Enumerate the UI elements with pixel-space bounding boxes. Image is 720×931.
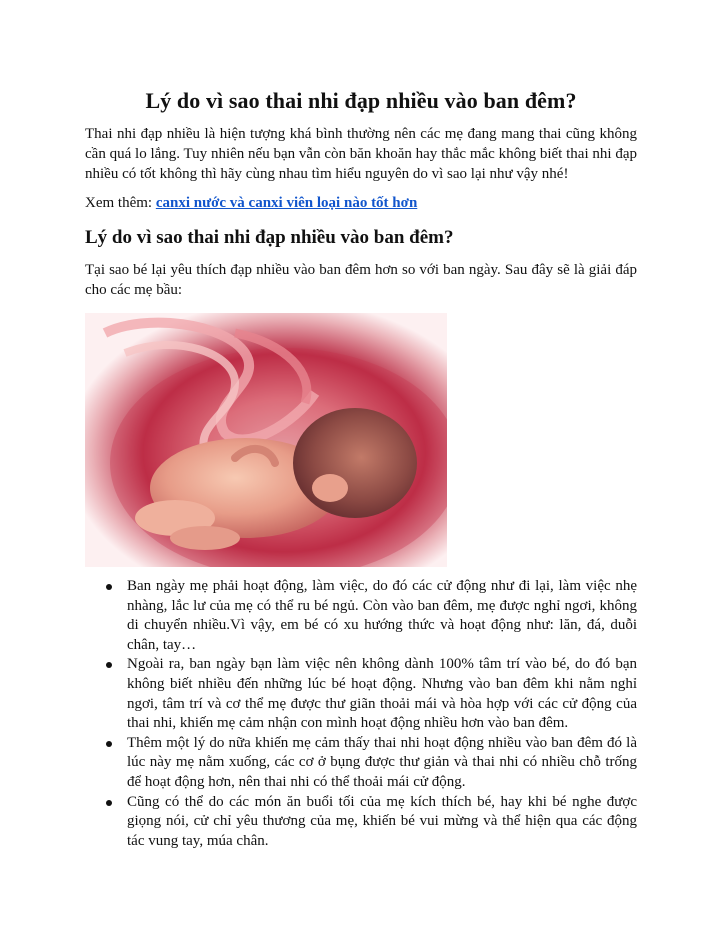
list-item — [85, 734, 637, 793]
see-more-line — [85, 193, 637, 213]
see-more-label: Xem thêm: — [85, 195, 156, 211]
bullet-icon — [106, 662, 112, 668]
list-item-text: Ngoài ra, ban ngày bạn làm việc nên không dành 100% tâm trí vào bé, do đó bạn không biết nhiều đến những lúc bé hoạt động. Nhưng vào ban đêm khi nằm nghỉ ngơi, tâm trí và cơ thể mẹ được thư giãn thoải mái và hòa hợp với các cử động của thai nhi, khiến mẹ cảm nhận con mình hoạt động nhiều hơn vào ban đêm. — [127, 656, 637, 732]
list-item — [85, 793, 637, 852]
document-page — [85, 0, 637, 851]
reasons-list — [85, 577, 637, 851]
list-item-text: Ban ngày mẹ phải hoạt động, làm việc, do đó các cử động như đi lại, làm việc nhẹ nhàng, lắc lư của mẹ có thể ru bé ngủ. Còn vào ban đêm, mẹ được nghỉ ngơi, không di chuyển nhiều.Vì vậy, em bé có xu hướng thức và hoạt động như: lăn, đá, duỗi chân, tay… — [127, 578, 637, 653]
fetus-photo — [85, 313, 447, 567]
bullet-icon — [106, 741, 112, 747]
list-item-text: Cũng có thể do các món ăn buổi tối của mẹ kích thích bé, hay khi bé nghe được giọng nói, cử chỉ yêu thương của mẹ, khiến bé vui mừng và thể hiện qua các động tác vung tay, múa chân. — [127, 793, 637, 849]
intro-paragraph: Thai nhi đạp nhiều là hiện tượng khá bình thường nên các mẹ đang mang thai cũng không cần quá lo lắng. Tuy nhiên nếu bạn vẫn còn băn khoăn hay thắc mắc không biết thai nhi đạp nhiều có tốt không thì hãy cùng nhau tìm hiểu nguyên do vì sao lại như vậy nhé! — [85, 126, 637, 182]
section-intro-paragraph: Tại sao bé lại yêu thích đạp nhiều vào ban đêm hơn so với ban ngày. Sau đây sẽ là giải đáp cho các mẹ bầu: — [85, 262, 637, 298]
bullet-icon — [106, 584, 112, 590]
fetus-illustration — [85, 313, 447, 567]
see-more-link[interactable]: canxi nước và canxi viên loại nào tốt hơn — [155, 195, 418, 211]
list-item — [85, 577, 637, 655]
page-title: Lý do vì sao thai nhi đạp nhiều vào ban đêm? — [145, 88, 577, 113]
list-item — [85, 655, 637, 733]
section-heading: Lý do vì sao thai nhi đạp nhiều vào ban đêm? — [85, 227, 454, 248]
bullet-icon — [106, 800, 112, 806]
list-item-text: Thêm một lý do nữa khiến mẹ cảm thấy thai nhi hoạt động nhiều vào ban đêm đó là lúc này mẹ nằm xuống, các cơ ở bụng được thư giản và thai nhi có nhiều chỗ trống để hoạt động hơn, nên thai nhi có thể thoải mái cử động. — [127, 734, 637, 790]
